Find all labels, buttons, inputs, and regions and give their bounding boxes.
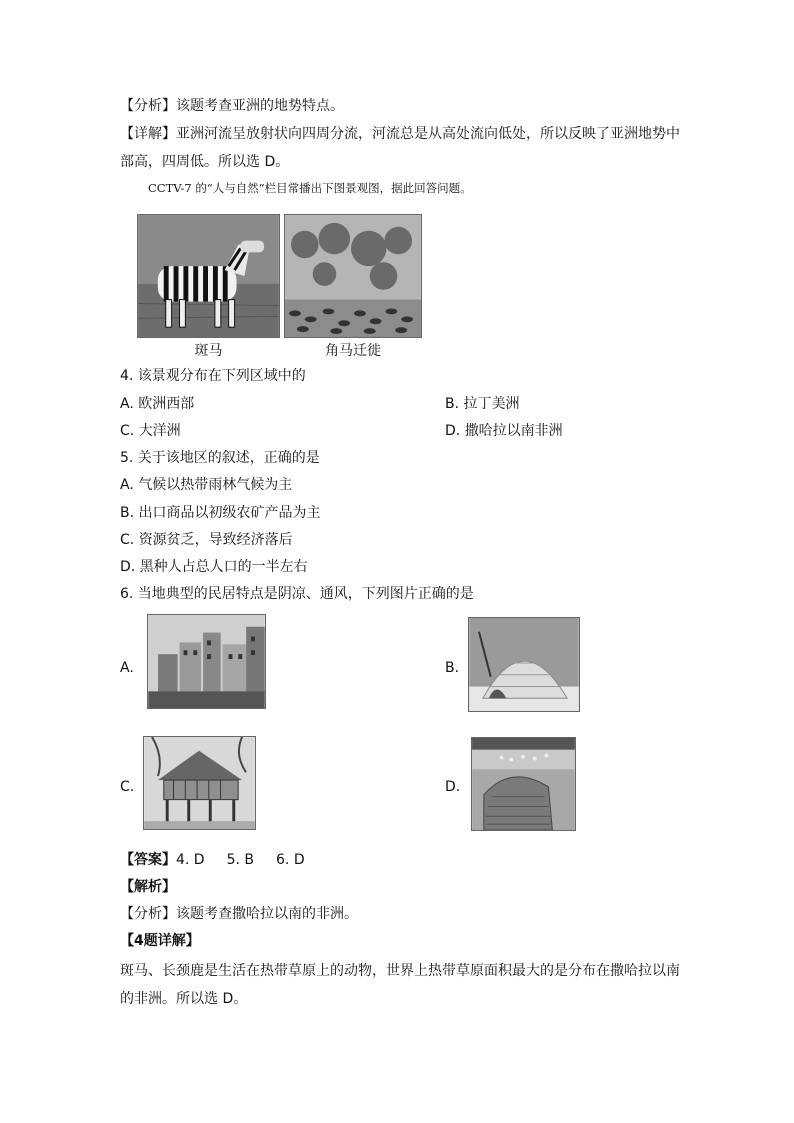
answer-label: 【答案】 xyxy=(120,852,176,868)
q4-option-a-letter: A. xyxy=(120,396,134,412)
q6-photo-a xyxy=(147,614,266,709)
intro-text: CCTV-7 的“人与自然”栏目常播出下图景观图，据此回答问题。 xyxy=(148,181,472,195)
q6-photo-b xyxy=(468,617,580,712)
q6-photo-d xyxy=(471,737,576,831)
analysis-line-1: 【分析】该题考查亚洲的地势特点。 xyxy=(120,98,344,114)
q4-option-c-text: 大洋洲 xyxy=(138,423,181,439)
q5-option-b xyxy=(120,503,321,523)
analysis-line-2: 【分析】该题考查撒哈拉以南的非洲。 xyxy=(120,906,358,922)
q4-option-b-letter: B. xyxy=(445,396,460,412)
jiexi-label: 【解析】 xyxy=(120,879,176,895)
q5-option-c xyxy=(120,530,293,550)
grass-hut-image xyxy=(472,738,575,830)
q5-option-b-text: 出口商品以初级农矿产品为主 xyxy=(138,505,321,521)
q4-option-d-letter: D. xyxy=(445,423,461,439)
answer-item: 4. D xyxy=(176,852,205,868)
q4-option-a xyxy=(120,394,194,414)
wildebeest-image xyxy=(285,215,421,337)
igloo-image xyxy=(469,618,579,711)
q4-option-d-text: 撒哈拉以南非洲 xyxy=(464,423,563,439)
wildebeest-photo xyxy=(284,214,422,338)
wildebeest-caption: 角马迁徙 xyxy=(325,343,381,359)
q5-option-d-letter: D. xyxy=(120,559,136,575)
q5-option-d xyxy=(120,557,308,577)
detail4-line-2: 的非洲。所以选 D。 xyxy=(120,991,248,1007)
q6-option-a-letter: A. xyxy=(120,660,134,676)
q5-option-a-letter: A. xyxy=(120,477,134,493)
zebra-caption: 斑马 xyxy=(194,343,223,359)
answer-item: 6. D xyxy=(276,852,305,868)
q4-option-b xyxy=(445,394,520,414)
q5-option-c-letter: C. xyxy=(120,532,135,548)
q6-stem: 6. 当地典型的民居特点是阴凉、通风，下列图片正确的是 xyxy=(120,586,474,602)
q5-option-a xyxy=(120,475,292,495)
q4-option-a-text: 欧洲西部 xyxy=(138,396,195,412)
q5-option-b-letter: B. xyxy=(120,505,135,521)
q5-stem: 5. 关于该地区的叙述，正确的是 xyxy=(120,450,320,466)
q5-option-d-text: 黑种人占总人口的一半左右 xyxy=(139,559,308,575)
q6-option-c-letter: C. xyxy=(120,779,135,795)
q4-option-c xyxy=(120,421,181,441)
detail-line-2: 部高，四周低。所以选 D。 xyxy=(120,154,290,170)
answer-line xyxy=(120,850,305,870)
q6-photo-c xyxy=(143,736,256,830)
stilt-house-image xyxy=(144,737,255,829)
detail4-line-1: 斑马、长颈鹿是生活在热带草原上的动物，世界上热带草原面积最大的是分布在撒哈拉以南 xyxy=(120,963,680,979)
stone-towers-image xyxy=(148,615,265,708)
q4-stem: 4. 该景观分布在下列区域中的 xyxy=(120,368,306,384)
detail4-header: 【4题详解】 xyxy=(120,933,200,949)
q4-option-c-letter: C. xyxy=(120,423,135,439)
detail-line-1: 【详解】亚洲河流呈放射状向四周分流，河流总是从高处流向低处，所以反映了亚洲地势中 xyxy=(120,126,680,142)
q6-option-b-letter: B. xyxy=(445,660,460,676)
q4-option-b-text: 拉丁美洲 xyxy=(463,396,520,412)
answer-item: 5. B xyxy=(226,852,255,868)
q4-option-d xyxy=(445,421,563,441)
q5-option-c-text: 资源贫乏，导致经济落后 xyxy=(138,532,293,548)
zebra-photo xyxy=(137,214,280,338)
zebra-image xyxy=(138,215,279,337)
q6-option-d-letter: D. xyxy=(445,779,461,795)
q5-option-a-text: 气候以热带雨林气候为主 xyxy=(138,477,293,493)
